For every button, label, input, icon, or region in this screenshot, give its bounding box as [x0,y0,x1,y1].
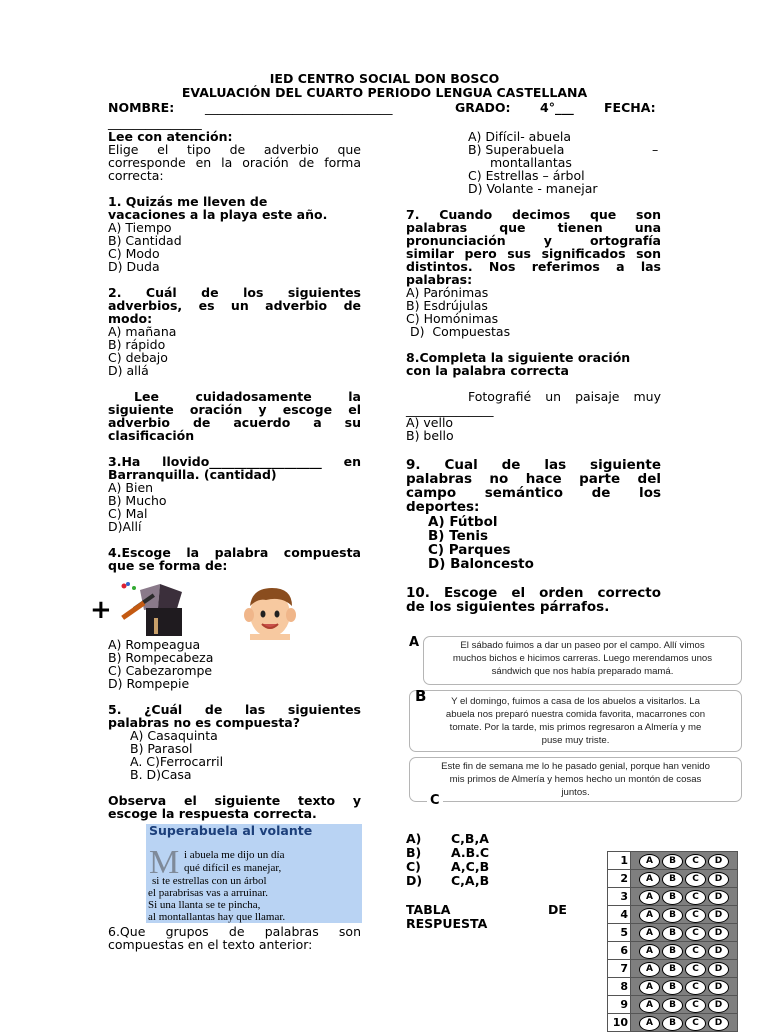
answer-bubble[interactable]: D [708,998,729,1013]
q4-option[interactable]: A) Rompeagua [108,637,201,652]
answer-row [608,870,738,888]
answer-row-number: 10 [608,1014,631,1032]
answer-bubble[interactable]: D [708,944,729,959]
answer-row-number: 4 [608,906,631,924]
poem-title: Superabuela al volante [149,824,313,838]
q1-option[interactable]: D) Duda [108,259,160,274]
q7-text: 7. Cuando decimos que son [406,207,661,222]
poem-image [146,824,362,923]
q2-text: 2. Cuál de los siguientes [108,285,361,300]
read-instruction: adverbio de acuerdo a su [108,415,361,430]
answer-bubble[interactable]: A [639,998,660,1013]
q2-option[interactable]: B) rápido [108,337,166,352]
answer-bubble[interactable]: B [662,980,683,995]
q10-option-letter[interactable]: D) [406,873,423,888]
answer-bubble[interactable]: D [708,926,729,941]
answer-row-number: 8 [608,978,631,996]
exam-title: EVALUACIÓN DEL CUARTO PERIODO LENGUA CASTELLANA [181,85,588,100]
answer-row [608,906,738,924]
intro-heading: Lee con atención: [108,129,233,144]
paragraph-line: muchos bichos e hicimos carreras. Luego merendamos unos [452,653,713,664]
q6-option[interactable]: D) Volante - manejar [468,181,598,196]
answer-bubble[interactable]: C [685,908,706,923]
answer-bubble[interactable]: A [639,926,660,941]
answer-row [608,996,738,1014]
answer-bubble[interactable]: A [639,854,660,869]
answer-row [608,888,738,906]
q6-option[interactable]: C) Estrellas – árbol [468,168,585,183]
answer-bubble[interactable]: A [639,872,660,887]
answer-table-label: RESPUESTA [406,916,488,931]
answer-bubble[interactable]: D [708,872,729,887]
q8-option[interactable]: A) vello [406,415,454,430]
answer-bubble[interactable]: C [685,890,706,905]
school-name: IED CENTRO SOCIAL DON BOSCO [269,71,500,86]
answer-row-number: 7 [608,960,631,978]
q7-text: pronunciación y ortografía [406,233,661,248]
read-instruction: siguiente oración y escoge el [108,402,361,417]
paragraph-line: juntos. [561,787,590,798]
name-field[interactable]: ______________________________ [205,100,393,115]
q10-option-letter[interactable]: B) [406,845,422,860]
paragraph-line: tomate. Por la tarde, mis primos regresaron a Almería y me [449,722,702,733]
plus-sign: + [90,595,112,625]
answer-bubble[interactable]: B [662,908,683,923]
q3-option[interactable]: C) Mal [108,506,148,521]
q7-text: similar pero sus significados son [406,246,661,261]
answer-bubble[interactable]: A [639,908,660,923]
q4-option[interactable]: D) Rompepie [108,676,190,691]
q9-option[interactable]: C) Parques [428,542,511,558]
q10-option-letter[interactable]: C) [406,859,421,874]
answer-bubble[interactable]: B [662,962,683,977]
observe-text: Observa el siguiente texto y [108,793,361,808]
q6-option[interactable]: A) Difícil- abuela [468,129,572,144]
q7-option[interactable]: D) Compuestas [406,324,511,339]
q3-text: 3.Ha llovido__________________ en [108,454,361,469]
answer-bubbles [631,888,738,906]
answer-row-number: 5 [608,924,631,942]
box-b-label: B [415,687,427,705]
q1-text: vacaciones a la playa este año. [108,207,328,222]
answer-bubbles [631,942,738,960]
q5-option[interactable]: A. C)Ferrocarril [130,754,224,769]
observe-text: escoge la respuesta correcta. [108,806,317,821]
answer-bubbles [631,1014,738,1032]
answer-row [608,852,738,870]
q9-text: deportes: [406,499,480,515]
q9-text: 9. Cual de las siguiente [406,457,661,473]
intro-line: corresponde en la oración de forma [108,155,361,170]
paragraph-box-c [409,757,742,802]
answer-bubble[interactable]: D [708,908,729,923]
poem-line: al montallantas hay que llamar. [148,911,286,923]
q10-option-value[interactable]: C,B,A [451,831,489,846]
answer-bubble[interactable]: A [639,980,660,995]
answer-bubble[interactable]: A [639,890,660,905]
answer-bubbles [631,960,738,978]
q8-option[interactable]: B) bello [406,428,454,443]
poem-dropcap: M [149,844,180,881]
q2-text: adverbios, es un adverbio de [108,298,361,313]
q2-option[interactable]: A) mañana [108,324,177,339]
answer-bubbles [631,870,738,888]
answer-bubble[interactable]: A [639,944,660,959]
q8-text: con la palabra correcta [406,363,569,378]
intro-line: correcta: [108,168,164,183]
answer-row [608,960,738,978]
answer-bubbles [631,924,738,942]
q8-blank[interactable]: ______________ [406,402,494,417]
answer-row-number: 3 [608,888,631,906]
q1-text: 1. Quizás me lleven de [108,194,268,209]
q1-option[interactable]: C) Modo [108,246,160,261]
answer-bubble[interactable]: B [662,944,683,959]
q6-text: 6.Que grupos de palabras son [108,924,361,939]
q9-text: palabras no hace parte del [406,471,661,487]
answer-bubble[interactable]: C [685,944,706,959]
q7-text: palabras: [406,272,473,287]
q10-option-value[interactable]: A.B.C [451,845,490,860]
q3-option[interactable]: D)Allí [108,519,142,534]
paragraph-box-b [409,687,742,752]
name-label: NOMBRE: [108,100,175,115]
answer-row [608,978,738,996]
paragraph-line: El sábado fuimos a dar un paseo por el campo. Allí vimos [460,640,705,651]
answer-row-number: 1 [608,852,631,870]
answer-row [608,1014,738,1032]
answer-bubble[interactable]: C [685,1016,706,1031]
breaking-icon [110,578,190,638]
q6-text: compuestas en el texto anterior: [108,937,313,952]
date-label: FECHA: [604,100,656,115]
answer-table-label: DE [548,902,567,917]
paragraph-line: Este fin de semana me lo he pasado genial, porque han venido [441,761,710,772]
q10-option-letter[interactable]: A) [406,831,422,846]
q5-text: palabras no es compuesta? [108,715,300,730]
poem-line: Si una llanta se te pincha, [148,899,261,911]
q10-option-value[interactable]: C,A,B [451,873,490,888]
poem-line: qué difícil es manejar, [184,862,282,874]
q5-option[interactable]: B) Parasol [130,741,193,756]
q9-option[interactable]: D) Baloncesto [428,556,534,572]
answer-bubble[interactable]: C [685,980,706,995]
answer-table-label: TABLA [406,902,451,917]
grade-field[interactable]: 4°___ [540,100,574,115]
answer-row-number: 2 [608,870,631,888]
answer-bubbles [631,978,738,996]
q7-text: distintos. Nos referimos a las [406,259,661,274]
answer-bubble[interactable]: C [685,926,706,941]
box-a-label: A [409,635,420,650]
q2-option[interactable]: D) allá [108,363,149,378]
q3-text: Barranquilla. (cantidad) [108,467,277,482]
q1-option[interactable]: A) Tiempo [108,220,172,235]
answer-row-number: 6 [608,942,631,960]
q4-option[interactable]: C) Cabezarompe [108,663,213,678]
answer-bubble[interactable]: B [662,890,683,905]
answer-table [607,851,738,1032]
answer-bubble[interactable]: B [662,854,683,869]
answer-bubble[interactable]: C [685,854,706,869]
q2-option[interactable]: C) debajo [108,350,168,365]
answer-bubble[interactable]: D [708,1016,729,1031]
box-c-label: C [427,794,443,807]
answer-bubbles [631,906,738,924]
answer-bubble[interactable]: C [685,998,706,1013]
q4-text: que se forma de: [108,558,228,573]
answer-row-number: 9 [608,996,631,1014]
read-instruction: Lee cuidadosamente la [134,389,361,404]
read-instruction: clasificación [108,428,195,443]
answer-row [608,942,738,960]
answer-bubble[interactable]: C [685,962,706,977]
q4-option[interactable]: B) Rompecabeza [108,650,214,665]
q6-option-dash: – [652,142,659,157]
paragraph-line: abuela nos preparó nuestra comida favorita, macarrones con [445,709,706,720]
paragraph-line: sándwich que nos había preparado mamá. [491,666,674,677]
q9-option[interactable]: B) Tenis [428,528,489,544]
answer-bubbles [631,996,738,1014]
q5-option[interactable]: B. D)Casa [130,767,192,782]
answer-bubble[interactable]: A [639,962,660,977]
q10-option-value[interactable]: A,C,B [451,859,490,874]
q9-text: campo semántico de los [406,485,661,501]
answer-bubble[interactable]: D [708,854,729,869]
poem-line: el parabrisas vas a arruinar. [148,887,269,899]
paragraph-line: puse muy triste. [541,735,610,746]
q5-option[interactable]: A) Casaquinta [130,728,218,743]
q1-option[interactable]: B) Cantidad [108,233,182,248]
q3-option[interactable]: B) Mucho [108,493,167,508]
q6-option-cont: montallantas [490,155,572,170]
poem-line: si te estrellas con un árbol [152,875,267,887]
q7-text: palabras que tienen una [406,220,661,235]
q3-option[interactable]: A) Bien [108,480,154,495]
q5-text: 5. ¿Cuál de las siguientes [108,702,361,717]
q10-text: de los siguientes párrafos. [406,599,610,615]
q7-option[interactable]: A) Parónimas [406,285,489,300]
answer-bubble[interactable]: B [662,1016,683,1031]
answer-bubble[interactable]: B [662,926,683,941]
q9-option[interactable]: A) Fútbol [428,514,498,530]
answer-bubble[interactable]: A [639,1016,660,1031]
intro-line: Elige el tipo de adverbio que [108,142,361,157]
q2-text: modo: [108,311,153,326]
q7-option[interactable]: B) Esdrújulas [406,298,488,313]
paragraph-line: mis primos de Almería y hemos hecho un montón de cosas [449,774,702,785]
answer-bubble[interactable]: C [685,872,706,887]
q8-sentence: Fotografié un paisaje muy [468,389,661,404]
answer-bubble[interactable]: D [708,890,729,905]
paragraph-line: Y el domingo, fuimos a casa de los abuelos a visitarlos. La [451,696,700,707]
grade-label: GRADO: [455,100,511,115]
q8-text: 8.Completa la siguiente oración [406,350,631,365]
answer-bubble[interactable]: B [662,998,683,1013]
date-field[interactable]: _______________ [108,115,202,130]
answer-bubble[interactable]: D [708,962,729,977]
head-icon [236,584,308,640]
answer-bubbles [631,852,738,870]
q7-option[interactable]: C) Homónimas [406,311,499,326]
paragraph-box-a [423,636,742,685]
answer-row [608,924,738,942]
answer-bubble[interactable]: B [662,872,683,887]
poem-line: i abuela me dijo un día [184,849,285,861]
answer-bubble[interactable]: D [708,980,729,995]
q10-text: 10. Escoge el orden correcto [406,585,661,601]
q6-option[interactable]: B) Superabuela [468,142,565,157]
q4-text: 4.Escoge la palabra compuesta [108,545,361,560]
